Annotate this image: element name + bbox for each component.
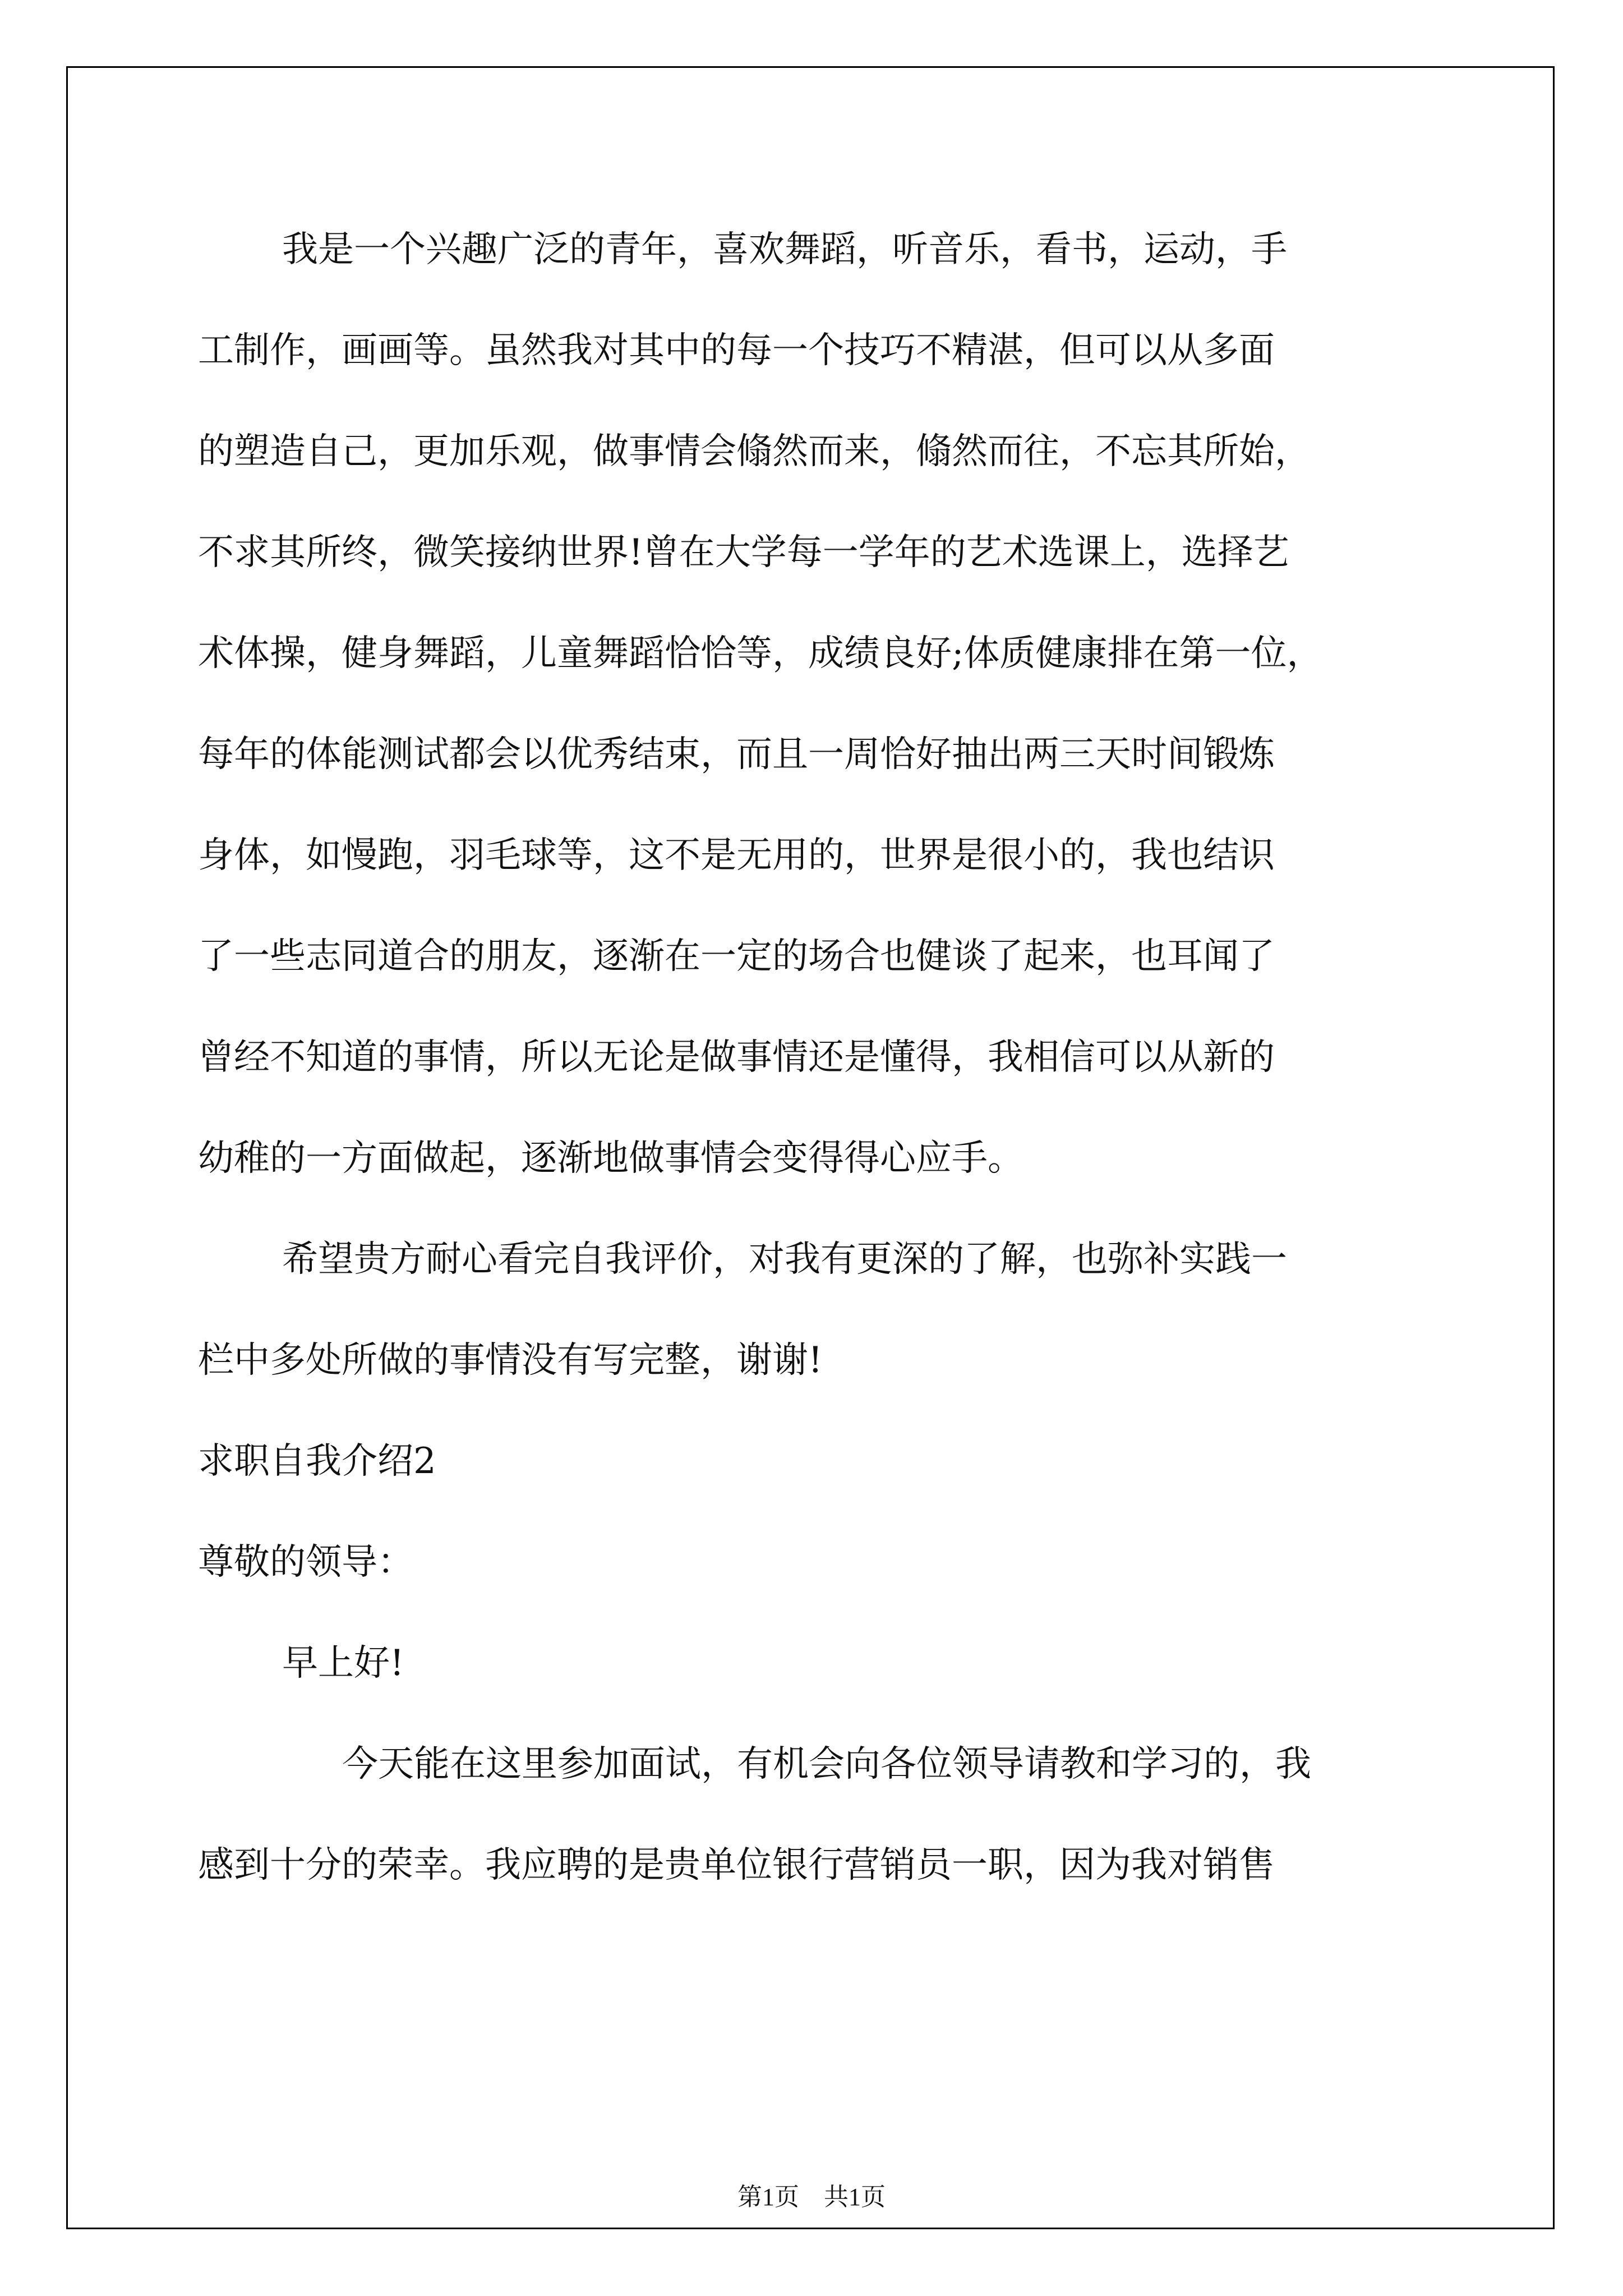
- body-line-6: 每年的体能测试都会以优秀结束，而且一周恰好抽出两三天时间锻炼: [198, 734, 1275, 775]
- page-number-footer: 第1页 共1页: [737, 2183, 886, 2211]
- body-line-2: 工制作，画画等。虽然我对其中的每一个技巧不精湛，但可以从多面: [198, 330, 1275, 371]
- body-line-5: 术体操，健身舞蹈，儿童舞蹈恰恰等，成绩良好;体质健康排在第一位，: [198, 633, 1323, 674]
- body-line-12: 栏中多处所做的事情没有写完整，谢谢!: [198, 1340, 823, 1381]
- body-line-1: 我是一个兴趣广泛的青年，喜欢舞蹈，听音乐，看书，运动，手: [282, 229, 1287, 270]
- body-line-13: 今天能在这里参加面试，有机会向各位领导请教和学习的，我: [342, 1743, 1311, 1785]
- body-line-14: 感到十分的荣幸。我应聘的是贵单位银行营销员一职，因为我对销售: [198, 1844, 1275, 1886]
- body-line-4: 不求其所终，微笑接纳世界!曾在大学每一学年的艺术选课上，选择艺: [198, 532, 1289, 573]
- greeting: 早上好!: [282, 1642, 404, 1684]
- section-heading: 求职自我介绍2: [198, 1441, 436, 1482]
- body-line-11: 希望贵方耐心看完自我评价，对我有更深的了解，也弥补实践一: [282, 1239, 1287, 1280]
- body-line-9: 曾经不知道的事情，所以无论是做事情还是懂得，我相信可以从新的: [198, 1037, 1275, 1078]
- body-line-10: 幼稚的一方面做起，逐渐地做事情会变得得心应手。: [198, 1138, 1023, 1179]
- body-line-7: 身体，如慢跑，羽毛球等，这不是无用的，世界是很小的，我也结识: [198, 835, 1275, 876]
- body-line-3: 的塑造自己，更加乐观，做事情会翛然而来，翛然而往，不忘其所始，: [198, 431, 1311, 472]
- body-line-8: 了一些志同道合的朋友，逐渐在一定的场合也健谈了起来，也耳闻了: [198, 936, 1275, 977]
- salutation: 尊敬的领导：: [198, 1542, 413, 1583]
